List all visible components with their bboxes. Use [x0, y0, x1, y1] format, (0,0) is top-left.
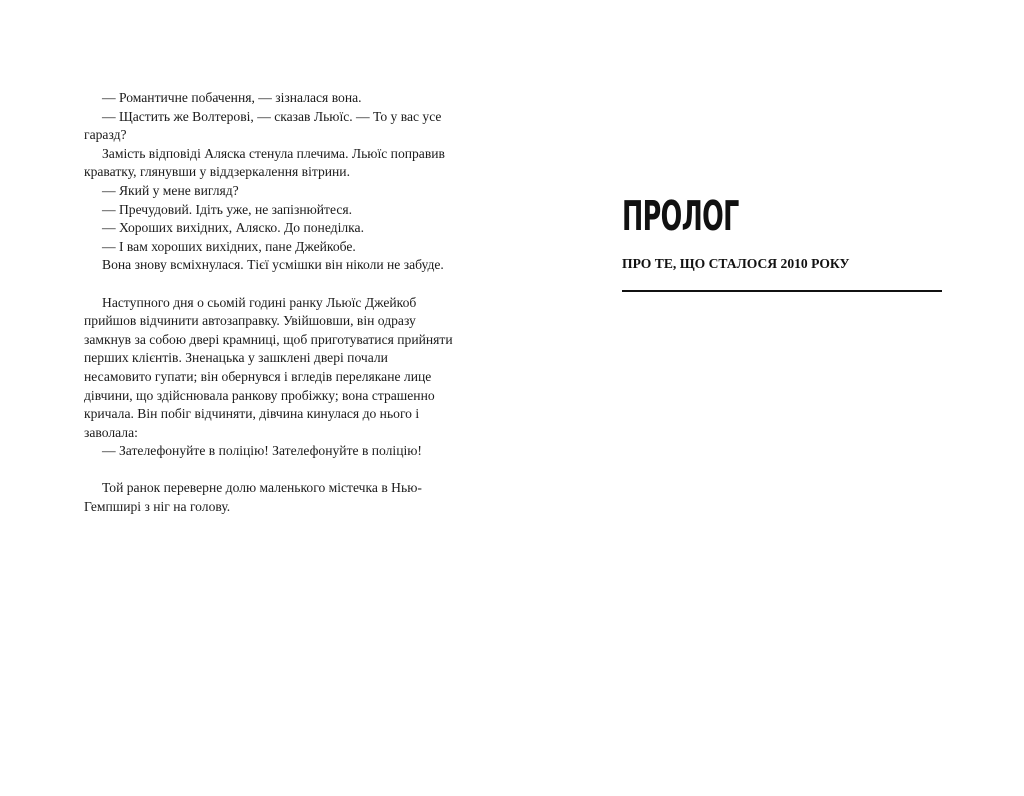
chapter-title: ПРОЛОГ: [622, 192, 739, 240]
body-text: [84, 89, 458, 517]
paragraph: — Хороших вихідних, Аляско. До понеділка.: [102, 220, 364, 236]
chapter-subtitle: ПРО ТЕ, ЩО СТАЛОСЯ 2010 РОКУ: [622, 256, 850, 271]
paragraph: — Пречудовий. Ідіть уже, не запізнюйтеся.: [102, 201, 353, 217]
paragraph: Той ранок переверне долю маленького містечка в Нью-Гемпширі з ніг на голову.: [84, 480, 422, 515]
section-break: [84, 275, 458, 294]
divider-rule: [622, 290, 942, 292]
paragraph: — Зателефонуйте в поліцію! Зателефонуйте в поліцію!: [102, 443, 422, 459]
right-page: [512, 0, 1024, 796]
section-break: [84, 461, 458, 480]
paragraph: — Щастить же Волтерові, — сказав Льюїс. — То у вас усе гаразд?: [84, 108, 442, 143]
paragraph: Вона знову всміхнулася. Тієї усмішки він ніколи не забуде.: [102, 257, 444, 273]
paragraph: — Який у мене вигляд?: [102, 182, 239, 198]
paragraph: Наступного дня о сьомій годині ранку Льюїс Джейкоб прийшов відчинити автозаправку. Увійшовши, він одразу замкнув за собою двері крамниці, щоб приготуватися прийняти перших клієнтів. Зненацька у зашклені двері почали несамовито гупати; він обернувся і вгледів перелякане лице дівчини, що здійснювала ранкову пробіжку; вона страшенно кричала. Він побіг відчиняти, дівчина кинулася до нього і заволала:: [84, 294, 453, 440]
paragraph: — Романтичне побачення, — зізналася вона.: [102, 90, 362, 105]
paragraph: Замість відповіді Аляска стенула плечима. Льюїс поправив краватку, глянувши у віддзеркалення вітрини.: [84, 145, 445, 180]
paragraph: — І вам хороших вихідних, пане Джейкобе.: [102, 238, 356, 254]
